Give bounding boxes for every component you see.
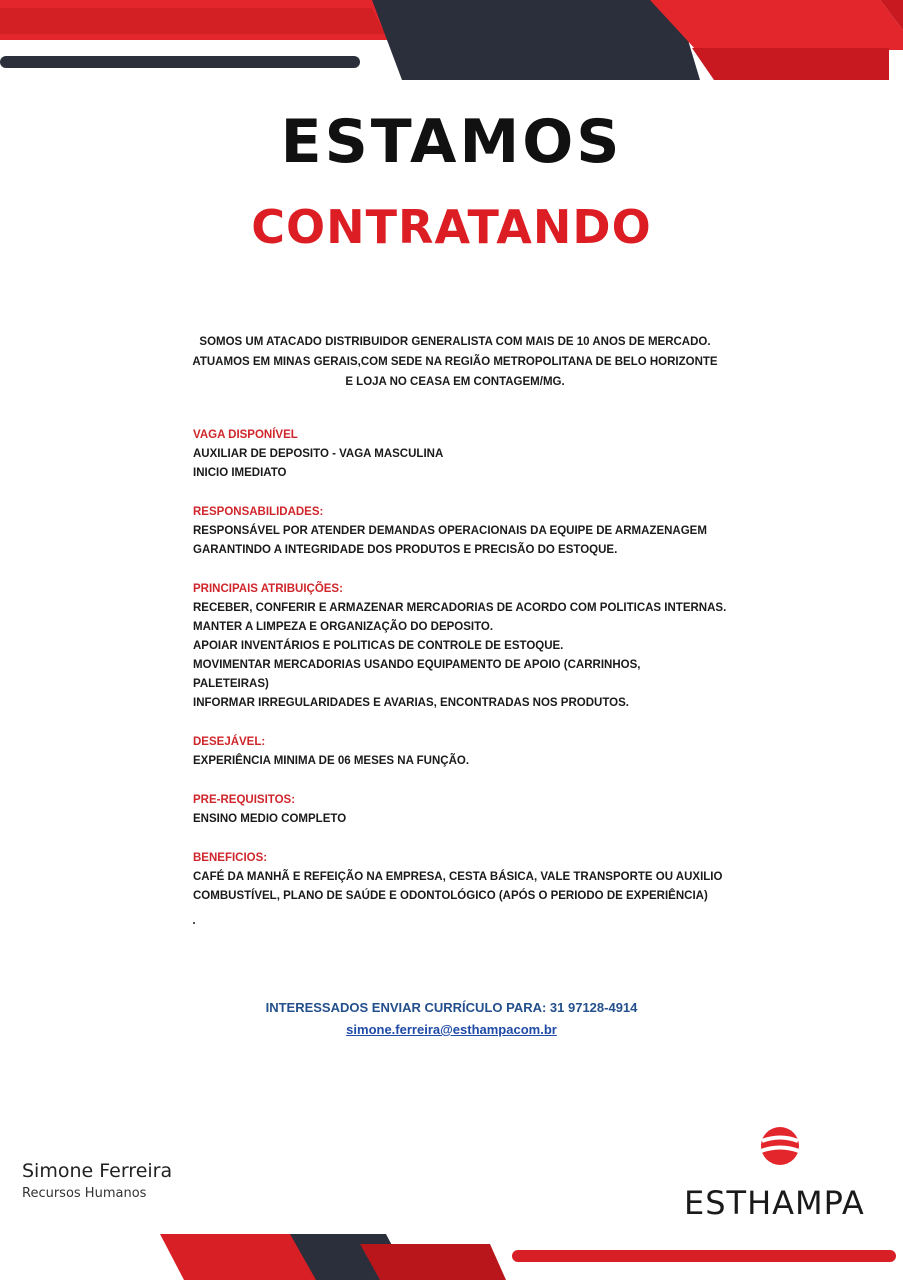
top-banner-graphic: [0, 0, 903, 90]
job-sections: [193, 426, 793, 926]
section-title: PRE-REQUISITOS:: [193, 794, 296, 806]
section-line: INFORMAR IRREGULARIDADES E AVARIAS, ENCONTRADAS NOS PRODUTOS.: [193, 697, 629, 709]
section-responsabilidades: [193, 503, 793, 560]
bottom-banner-graphic: [0, 1230, 903, 1280]
section-title: PRINCIPAIS ATRIBUIÇÕES:: [193, 583, 343, 595]
signer-role: Recursos Humanos: [22, 1186, 147, 1201]
section-line: MANTER A LIMPEZA E ORGANIZAÇÃO DO DEPOSITO.: [193, 621, 494, 633]
section-line: COMBUSTÍVEL, PLANO DE SAÚDE E ODONTOLÓGICO (APÓS O PERIODO DE EXPERIÊNCIA): [193, 890, 708, 902]
intro-line: SOMOS UM ATACADO DISTRIBUIDOR GENERALISTA COM MAIS DE 10 ANOS DE MERCADO.: [199, 336, 711, 348]
section-line: RESPONSÁVEL POR ATENDER DEMANDAS OPERACIONAIS DA EQUIPE DE ARMAZENAGEM: [193, 525, 707, 537]
section-vaga: [193, 426, 793, 483]
section-beneficios: [193, 849, 793, 906]
signer-name: Simone Ferreira: [22, 1160, 173, 1182]
section-line: INICIO IMEDIATO: [193, 467, 287, 479]
contact-label: INTERESSADOS ENVIAR CURRÍCULO PARA: 31 97128-4914: [265, 1000, 638, 1015]
section-pre-requisitos: [193, 791, 793, 829]
section-line: EXPERIÊNCIA MINIMA DE 06 MESES NA FUNÇÃO.: [193, 755, 470, 767]
esthampa-logo-icon: [758, 1124, 802, 1168]
section-line: RECEBER, CONFERIR E ARMAZENAR MERCADORIAS DE ACORDO COM POLITICAS INTERNAS.: [193, 602, 727, 614]
brand-wordmark: ESTHAMPA: [684, 1184, 865, 1222]
section-line: GARANTINDO A INTEGRIDADE DOS PRODUTOS E PRECISÃO DO ESTOQUE.: [193, 544, 618, 556]
section-title: BENEFICIOS:: [193, 852, 268, 864]
section-line: ENSINO MEDIO COMPLETO: [193, 813, 347, 825]
headline-estamos: ESTAMOS: [280, 107, 623, 177]
section-title: RESPONSABILIDADES:: [193, 506, 324, 518]
contact-block: [0, 997, 903, 1041]
section-atribuicoes: [193, 580, 793, 713]
section-line: PALETEIRAS): [193, 678, 269, 690]
section-line: MOVIMENTAR MERCADORIAS USANDO EQUIPAMENTO DE APOIO (CARRINHOS,: [193, 659, 641, 671]
headline-contratando: CONTRATANDO: [251, 200, 652, 254]
stray-dot: [193, 922, 195, 924]
section-title: DESEJÁVEL:: [193, 736, 266, 748]
section-line: AUXILIAR DE DEPOSITO - VAGA MASCULINA: [193, 448, 444, 460]
section-desejavel: [193, 733, 793, 771]
section-line: CAFÉ DA MANHÃ E REFEIÇÃO NA EMPRESA, CESTA BÁSICA, VALE TRANSPORTE OU AUXILIO: [193, 871, 723, 883]
email-link[interactable]: simone.ferreira@esthampacom.br: [346, 1022, 557, 1037]
company-intro: [140, 332, 770, 392]
intro-line: E LOJA NO CEASA EM CONTAGEM/MG.: [345, 376, 565, 388]
intro-line: ATUAMOS EM MINAS GERAIS,COM SEDE NA REGIÃO METROPOLITANA DE BELO HORIZONTE: [192, 356, 718, 368]
section-title: VAGA DISPONÍVEL: [193, 429, 298, 441]
section-line: APOIAR INVENTÁRIOS E POLITICAS DE CONTROLE DE ESTOQUE.: [193, 640, 564, 652]
